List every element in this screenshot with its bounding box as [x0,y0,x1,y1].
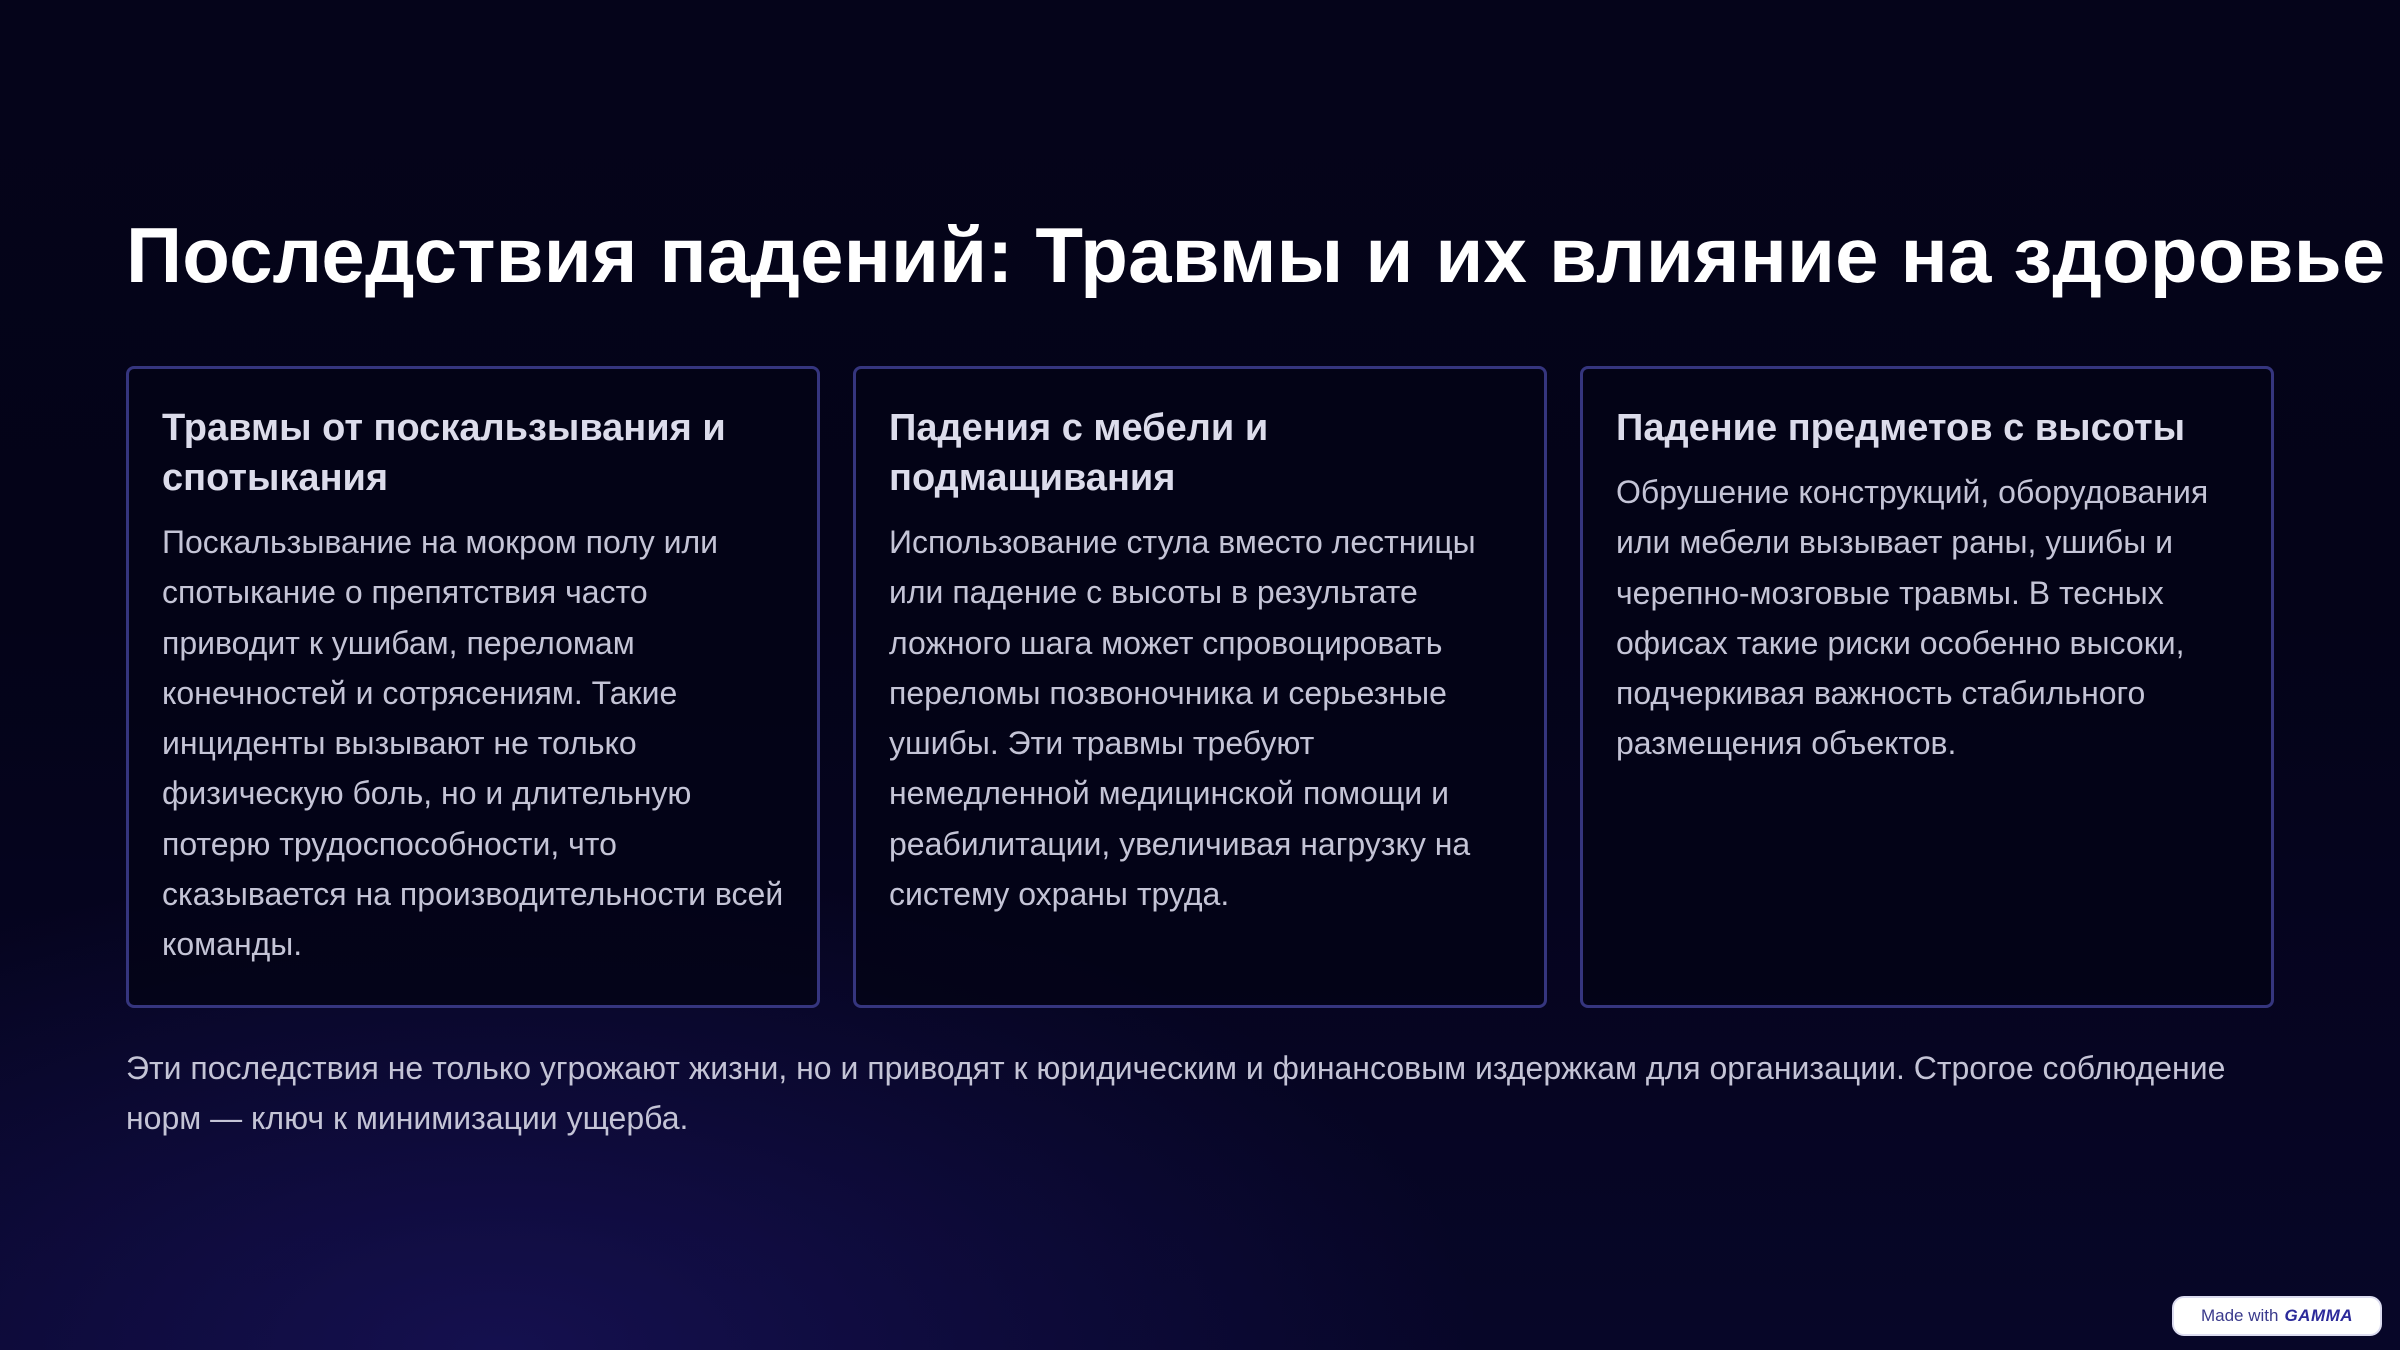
gamma-logo: GAMMA [2284,1306,2354,1325]
slide-title: Последствия падений: Травмы и их влияние на здоровье [126,211,2386,299]
card-title: Падение предметов с высоты [1616,407,2186,449]
card-falling-objects [1580,366,2274,1008]
badge-prefix: Made with [2200,1306,2279,1325]
card-furniture-falls [853,366,1547,1008]
footer-text: Эти последствия не только угрожают жизни, но и приводят к юридическим и финансовым издержкам для организации. Строгое соблюдение норм — ключ к минимизации ущерба. [126,1050,2226,1137]
card-body: Обрушение конструкций, оборудования или мебели вызывает раны, ушибы и черепно-мозговые травмы. В тесных офисах такие риски особенно высоки, подчеркивая важность стабильного размещения объектов. [1616,474,2209,762]
card-title: Травмы от поскальзывания и спотыкания [162,407,726,499]
card-body: Использование стула вместо лестницы или падение с высоты в результате ложного шага может спровоцировать переломы позвоночника и серьезные ушибы. Эти травмы требуют немедленной медицинской помощи и реабилитации, увеличивая нагрузку на систему охраны труда. [889,524,1476,913]
card-slips-trips [126,366,820,1008]
card-body: Поскальзывание на мокром полу или спотыкание о препятствия часто приводит к ушибам, переломам конечностей и сотрясениям. Такие инциденты вызывают не только физическую боль, но и длительную потерю трудоспособности, что сказывается на производительности всей команды. [162,524,784,963]
cards-row [126,366,2274,1008]
card-title: Падения с мебели и подмащивания [889,407,1269,499]
made-with-gamma-badge[interactable] [2172,1296,2382,1336]
